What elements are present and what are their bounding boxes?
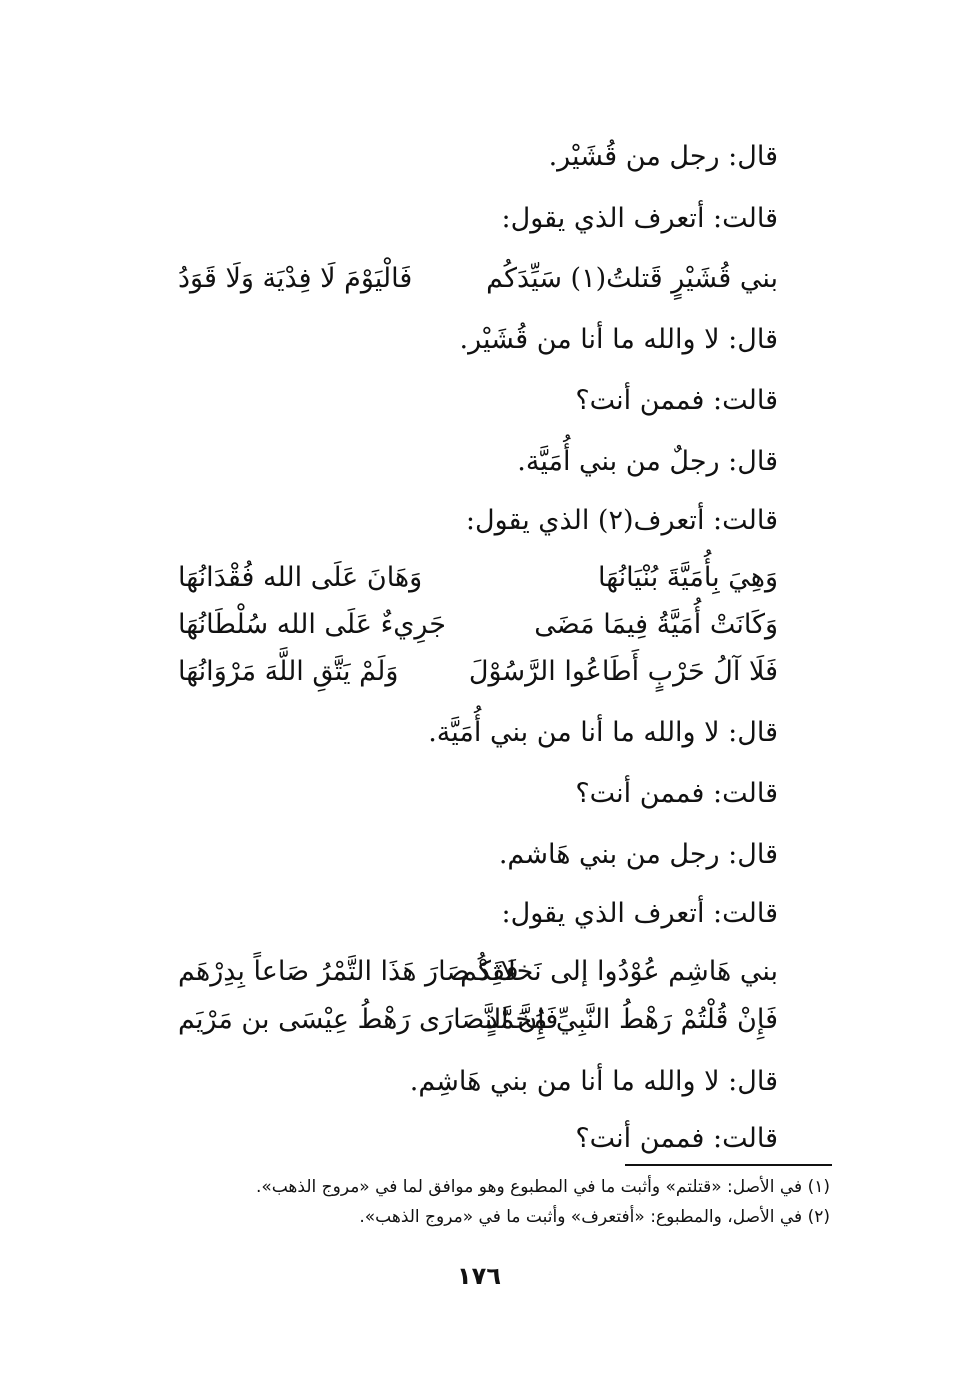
verse-first-hemistich: بني قُشَيْرٍ قَتلتُ(١) سَيِّدَكُم: [486, 263, 778, 294]
text-line: قالت: أتعرف الذي يقول:: [501, 203, 778, 234]
poem-verse: [178, 999, 778, 1041]
footnote: (١) في الأصل: «قتلتم» وأثبت ما في المطبوع وهو موافق لما في «مروج الذهب».: [255, 1177, 830, 1197]
text-line: قالت: فممن أنت؟: [575, 1123, 778, 1154]
verse-first-hemistich: وَكَانَتْ أُمَيَّةُ فِيمَا مَضَى: [534, 609, 778, 640]
text-line: قال: رجل من قُشَيْر.: [548, 141, 778, 172]
verse-second-hemistich: وَلَمْ يَتَّقِ اللَّهَ مَرْوَانُهَا: [178, 656, 399, 687]
text-line: قال: رجل من بني هَاشم.: [498, 839, 778, 870]
poem-verse: [178, 951, 778, 993]
verse-first-hemistich: وَهِيَ بِأُمَيَّةَ بُنْيَانُهَا: [598, 562, 778, 593]
footnote: (٢) في الأصل، والمطبوع: «أفتعرف» وأثبت ما في «مروج الذهب».: [359, 1207, 830, 1227]
verse-second-hemistich: وَهَانَ عَلَى الله فُقْدَانُهَا: [178, 562, 423, 593]
poem-verse: [178, 604, 778, 646]
text-line: قالت: فممن أنت؟: [575, 385, 778, 416]
verse-second-hemistich: فَإِنَّ النَّصَارَى رَهْطُ عِيْسَى بن مَرْيَم: [178, 1004, 559, 1035]
poem-verse: [178, 651, 778, 693]
page-number: ١٧٦: [457, 1262, 501, 1290]
footnote-separator: [625, 1164, 832, 1166]
verse-second-hemistich: فَالْيَوْمَ لَا فِدْيَة وَلَا قَوَدُ: [178, 263, 413, 294]
verse-first-hemistich: فَلَا آلُ حَرْبٍ أَطَاعُوا الرَّسُوْلَ: [468, 656, 778, 687]
poem-verse: [178, 258, 778, 300]
text-line: قالت: فممن أنت؟: [575, 778, 778, 809]
poem-verse: [178, 557, 778, 599]
verse-second-hemistich: فَقَدْ صَارَ هَذَا التَّمْرُ صَاعاً بِدِرْهَم: [178, 956, 519, 987]
text-line: قال: لا والله ما أنا من بني هَاشِم.: [409, 1066, 778, 1097]
verse-first-hemistich: بني هَاشِم عُوْدُوا إلى نَخلاتِكُم: [460, 956, 778, 987]
text-line: قالت: أتعرف(٢) الذي يقول:: [465, 505, 778, 536]
text-line: قالت: أتعرف الذي يقول:: [501, 898, 778, 929]
text-line: قال: لا والله ما أنا من بني أُمَيَّة.: [428, 717, 778, 748]
text-line: قال: لا والله ما أنا من قُشَيْر.: [459, 324, 778, 355]
verse-second-hemistich: جَرِيءٌ عَلَى الله سُلْطَانُهَا: [178, 609, 446, 640]
text-line: قال: رجلٌ من بني أُمَيَّة.: [517, 446, 778, 477]
verse-first-hemistich: فَإِنْ قُلْتُمْ رَهْطُ النَّبِيِّ مُحَمَّدٍ: [485, 1004, 778, 1035]
